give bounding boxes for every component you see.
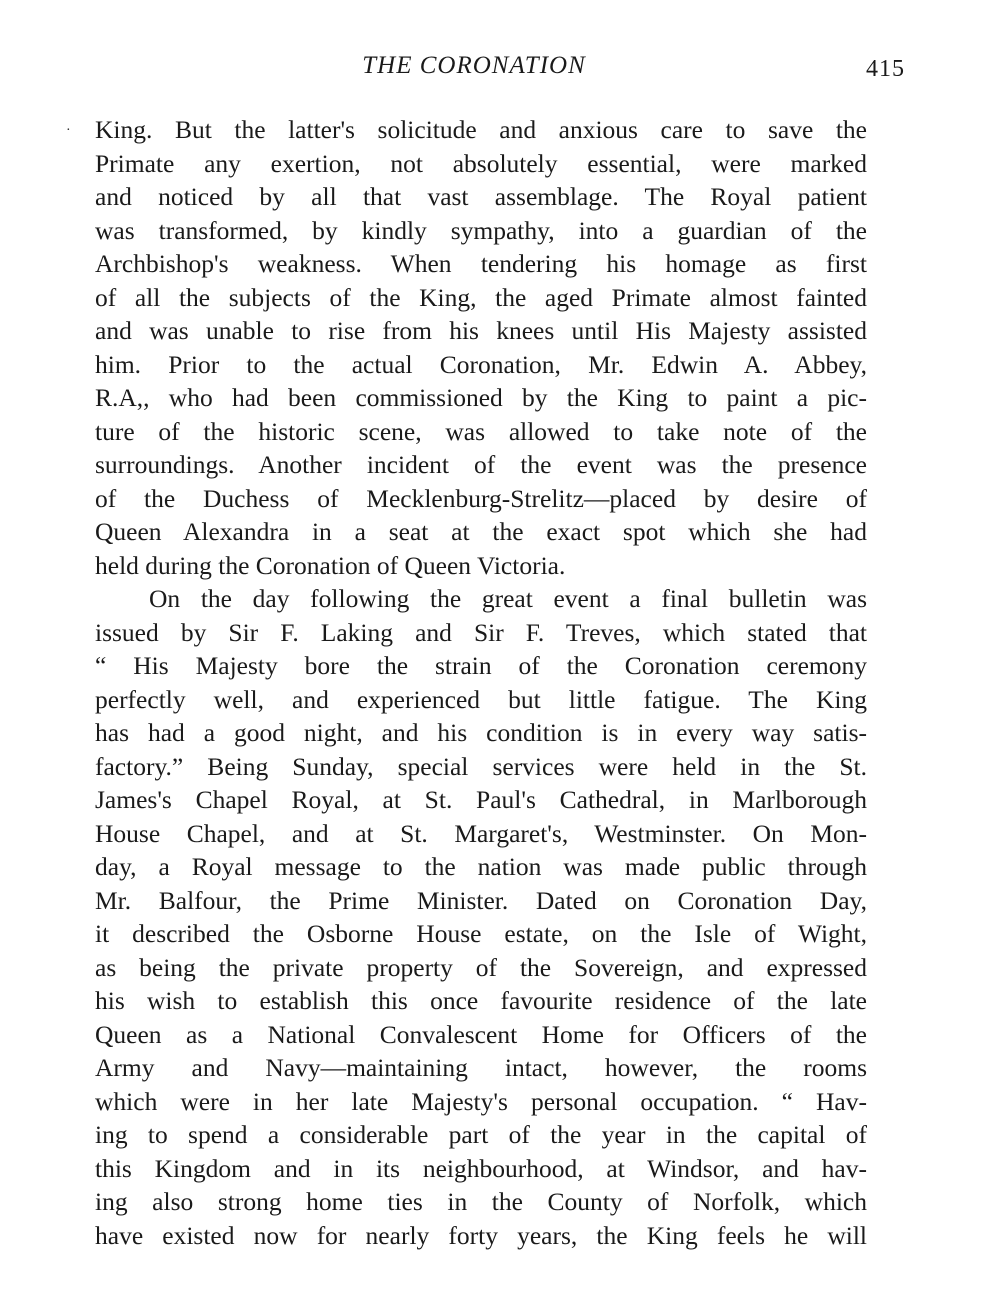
text-line: and noticed by all that vast assemblage. The Royal patient bbox=[95, 182, 867, 211]
text-line: which were in her late Majesty's personal occupation. “ Hav- bbox=[95, 1086, 867, 1116]
text-line: ture of the historic scene, was allowed to take note of the bbox=[95, 416, 867, 446]
text-line: factory.” Being Sunday, special services were held in the St. bbox=[95, 751, 867, 781]
text-line: James's Chapel Royal, at St. Paul's Cathedral, in Marlborough bbox=[95, 785, 867, 814]
text-line: and was unable to rise from his knees until His Majesty assisted bbox=[95, 316, 867, 345]
body-text bbox=[95, 113, 867, 1252]
text-line: On the day following the great event a final bulletin was bbox=[149, 584, 867, 613]
text-line: Mr. Balfour, the Prime Minister. Dated on Coronation Day, bbox=[95, 885, 867, 915]
text-line: ing also strong home ties in the County of Norfolk, which bbox=[95, 1187, 867, 1216]
text-line: was transformed, by kindly sympathy, into a guardian of the bbox=[95, 215, 867, 245]
text-line: Archbishop's weakness. When tendering his homage as first bbox=[95, 249, 867, 278]
text-line: this Kingdom and in its neighbourhood, at Windsor, and hav- bbox=[95, 1153, 867, 1183]
text-line: has had a good night, and his condition is in every way satis- bbox=[95, 718, 867, 747]
text-line: surroundings. Another incident of the event was the presence bbox=[95, 450, 867, 479]
text-line: Primate any exertion, not absolutely essential, were marked bbox=[95, 148, 867, 178]
text-line: held during the Coronation of Queen Victoria. bbox=[95, 550, 566, 580]
text-line: his wish to establish this once favourite residence of the late bbox=[95, 986, 867, 1015]
page-number: 415 bbox=[866, 56, 905, 82]
running-head-title: THE CORONATION bbox=[362, 52, 586, 79]
text-line: day, a Royal message to the nation was made public through bbox=[95, 852, 867, 881]
text-line: of the Duchess of Mecklenburg-Strelitz—placed by desire of bbox=[95, 483, 867, 513]
text-line: perfectly well, and experienced but little fatigue. The King bbox=[95, 684, 867, 714]
text-line: issued by Sir F. Laking and Sir F. Treves, which stated that bbox=[95, 617, 867, 647]
text-line: House Chapel, and at St. Margaret's, Westminster. On Mon- bbox=[95, 818, 867, 848]
text-line: Army and Navy—maintaining intact, however, the rooms bbox=[95, 1053, 867, 1082]
text-line: Queen as a National Convalescent Home for Officers of the bbox=[95, 1019, 867, 1049]
text-line: it described the Osborne House estate, on the Isle of Wight, bbox=[95, 919, 867, 948]
text-line: as being the private property of the Sovereign, and expressed bbox=[95, 952, 867, 982]
text-line: R.A,, who had been commissioned by the King to paint a pic- bbox=[95, 383, 867, 412]
text-line: “ His Majesty bore the strain of the Coronation ceremony bbox=[95, 651, 867, 680]
text-line: have existed now for nearly forty years, the King feels he will bbox=[95, 1220, 867, 1250]
text-line: ing to spend a considerable part of the year in the capital of bbox=[95, 1120, 867, 1149]
margin-mark: · bbox=[66, 123, 71, 138]
text-line: him. Prior to the actual Coronation, Mr. Edwin A. Abbey, bbox=[95, 349, 867, 379]
text-line: Queen Alexandra in a seat at the exact spot which she had bbox=[95, 517, 867, 546]
text-line: of all the subjects of the King, the aged Primate almost fainted bbox=[95, 282, 867, 312]
text-line: King. But the latter's solicitude and anxious care to save the bbox=[95, 115, 867, 144]
